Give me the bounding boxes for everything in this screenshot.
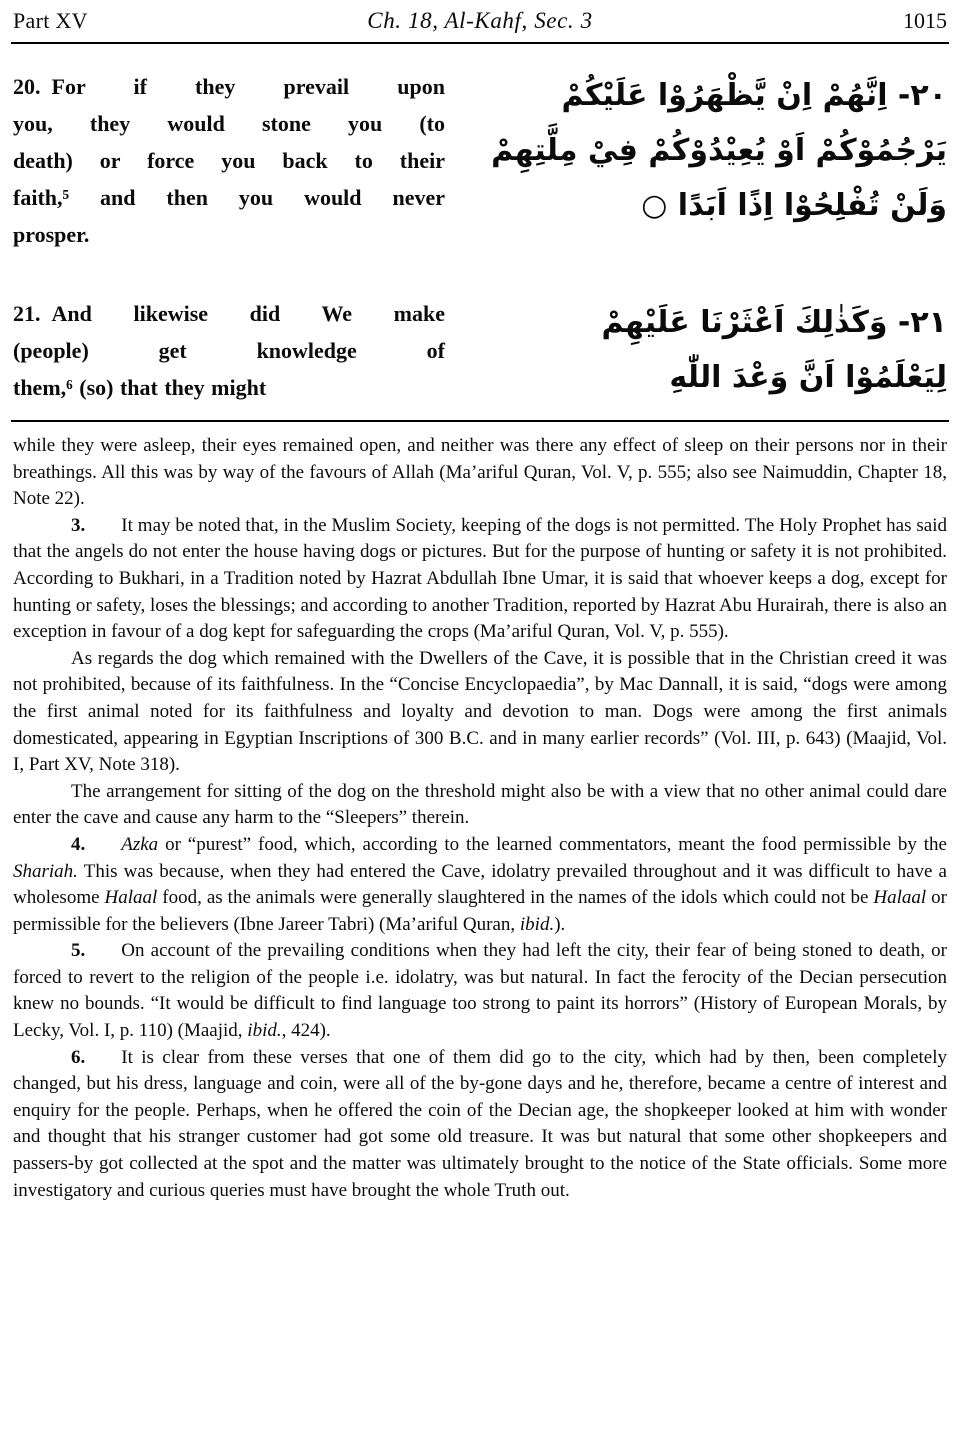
footnote-text: while they were asleep, their eyes remained open, and neither was there any effect of sleep on their persons nor in their breathings. All this was by way of the favours of Allah (Ma’ariful Quran, Vol. V, p. 555; also see Naimuddin, Chapter 18, Note 22). xyxy=(13,435,947,510)
footnote-paragraph xyxy=(13,513,947,646)
verse-block-21 xyxy=(13,295,947,406)
arabic-line: لِيَعْلَمُوْا اَنَّ وَعْدَ اللّٰهِ xyxy=(669,360,947,395)
verse-line: (people) get knowledge of xyxy=(13,338,445,363)
footnote-text: ibid., xyxy=(247,1020,287,1042)
footnote-paragraph xyxy=(13,646,947,779)
footnote-text: On account of the prevailing conditions when they had left the city, their fear of being stoned to death, or forced to revert to the religion of the people i.e. idolatry, was but natural. In fact the ferocity of the Decian persecution knew no bounds. “It would be difficult to find language too strong to paint its horrors” (History of European Morals, by Lecky, Vol. I, p. 110) (Maajid, xyxy=(13,940,947,1042)
footnote-paragraph xyxy=(13,779,947,832)
verse-line: you, they would stone you (to xyxy=(13,111,445,136)
footnote-text: 424). xyxy=(286,1020,331,1042)
footnote-text: It may be noted that, in the Muslim Society, keeping of the dogs is not permitted. The Holy Prophet has said that the angels do not enter the house having dogs or pictures. But for the purpose of hunting or safety it is not prohibited. According to Bukhari, in a Tradition noted by Hazrat Abdullah Ibne Umar, it is said that whoever keeps a dog, except for hunting or safety, loses the blessings; and according to another Tradition, reported by Hazrat Abu Hurairah, there is also an exception in favour of a dog kept for safeguarding the crops (Ma’ariful Quran, Vol. V, p. 555). xyxy=(13,514,947,643)
footnote-text: It is clear from these verses that one of them did go to the city, which had by then, been completely changed, but his dress, language and coin, were all of the by-gone days and he, therefore, became a centre of interest and enquiry for the people. Perhaps, when he offered the coin of the Decian age, the shopkeeper looked at him with wonder and thought that his stranger customer had got some old treasure. It was but natural that some other shopkeepers and passers-by got collected at the spot and the matter was ultimately brought to the notice of the State officials. Some more investigatory and curious queries must have brought the whole Truth out. xyxy=(13,1046,947,1201)
footnote-text: Shariah. xyxy=(13,860,78,882)
footnote-text: or “purest” food, which, according to the learned commentators, meant the food permissible by the xyxy=(158,833,947,855)
footnote-paragraph xyxy=(13,433,947,513)
footnote-paragraph xyxy=(13,832,947,938)
arabic-line: يَرْجُمُوْكُمْ اَوْ يُعِيْدُوْكُمْ فِيْ مِلَّتِهِمْ xyxy=(491,133,947,168)
verse-line: prosper. xyxy=(13,222,90,247)
footnotes-section xyxy=(11,422,949,1204)
footnote-text: As regards the dog which remained with the Dwellers of the Cave, it is possible that in the Christian creed it was not prohibited, because of its faithfulness. In the “Concise Encyclopaedia”, by Mac Dannall, it is said, “dogs were among the first animal noted for its faithfulness and loyalty and devotion to man. Dogs were among the first animals domesticated, appearing in Egyptian Inscriptions of 300 B.C. and in many earlier records” (Vol. III, p. 643) (Maajid, Vol. I, Part XV, Note 318). xyxy=(13,647,947,776)
chapter-heading: Ch. 18, Al-Kahf, Sec. 3 xyxy=(367,8,593,33)
footnote-number: 5. xyxy=(71,940,86,962)
page-number: 1015 xyxy=(903,8,947,33)
footnote-text: Halaal xyxy=(873,887,927,909)
verse-line: death) or force you back to their xyxy=(13,148,445,173)
verse-20-arabic xyxy=(471,68,947,253)
footnote-number: 6. xyxy=(71,1046,86,1068)
footnote-text: Halaal xyxy=(104,887,158,909)
arabic-line: ٢٠- اِنَّهُمْ اِنْ يَّظْهَرُوْا عَلَيْكُمْ xyxy=(561,78,947,113)
footnote-paragraph xyxy=(13,1045,947,1205)
footnote-text: food, as the animals were generally slaughtered in the names of the idols which could not be xyxy=(157,887,874,909)
verse-line: faith,⁵ and then you would never xyxy=(13,185,445,210)
verse-21-translation xyxy=(13,295,445,406)
verse-section xyxy=(11,44,949,406)
verse-line: 20. For if they prevail upon xyxy=(13,74,445,99)
footnote-number: 3. xyxy=(71,514,86,536)
footnote-paragraph xyxy=(13,938,947,1044)
verse-line: them,⁶ (so) that they might xyxy=(13,375,267,400)
verse-21-arabic xyxy=(471,295,947,406)
footnote-text: or permissible for the believers (Ibne Jareer Tabri) (Ma’ariful Quran, xyxy=(13,887,947,935)
arabic-line: وَلَنْ تُفْلِحُوْا اِذًا اَبَدًا ○ xyxy=(641,188,947,223)
footnote-text: ibid. xyxy=(519,913,555,935)
footnote-text: This was because, when they had entered the Cave, idolatry prevailed throughout and it was difficult to have a wholesome xyxy=(13,860,947,909)
verse-20-translation xyxy=(13,68,445,253)
footnote-number: 4. xyxy=(71,833,86,855)
part-label: Part XV xyxy=(13,8,88,33)
page-header xyxy=(11,6,949,42)
footnote-text: Azka xyxy=(121,833,159,855)
verse-line: 21. And likewise did We make xyxy=(13,301,445,326)
verse-block-20 xyxy=(13,68,947,253)
footnote-text: ). xyxy=(554,913,566,935)
footnote-text: The arrangement for sitting of the dog on the threshold might also be with a view that no other animal could dare enter the cave and cause any harm to the “Sleepers” therein. xyxy=(13,780,947,829)
arabic-line: ٢١- وَكَذٰلِكَ اَعْثَرْنَا عَلَيْهِمْ xyxy=(601,305,947,340)
